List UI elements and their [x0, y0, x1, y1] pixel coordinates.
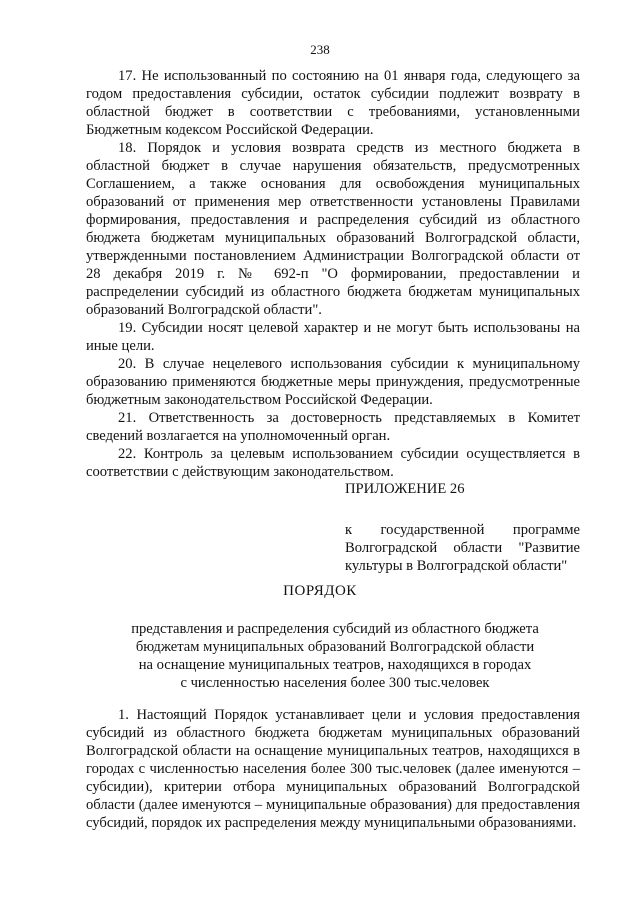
- appendix-reference: к государственной программе Волгоградской области "Развитие культуры в Волгоградской области": [345, 522, 580, 574]
- subtitle-line: представления и распределения субсидий из областного бюджета: [131, 621, 539, 637]
- subtitle-line: с численностью населения более 300 тыс.человек: [180, 675, 490, 691]
- document-title: ПОРЯДОК: [283, 583, 357, 599]
- paragraph-18: 18. Порядок и условия возврата средств из местного бюджета в областной бюджет в случае нарушения обязательств, предусмотренных Соглашением, а также основания для освобождения муниципальных образований от применения мер ответственности установлены Правилами формирования, предоставления и распределения субсидий из областного бюджета бюджетам муниципальных образований Волгоградской области, утвержденными постановлением Администрации Волгоградской области от 28 декабря 2019 г. № 692-п "О формировании, предоставлении и распределении субсидий из областного бюджета бюджетам муниципальных образований Волгоградской области".: [86, 140, 580, 318]
- appendix-title: ПРИЛОЖЕНИЕ 26: [345, 481, 465, 497]
- paragraph-19: 19. Субсидии носят целевой характер и не могут быть использованы на иные цели.: [86, 320, 580, 354]
- top-paragraphs: [86, 67, 580, 481]
- paragraph-22: 22. Контроль за целевым использованием субсидии осуществляется в соответствии с действующим законодательством.: [86, 446, 580, 480]
- page-number: 238: [310, 42, 330, 57]
- bottom-paragraphs: [86, 706, 580, 832]
- subtitle-line: бюджетам муниципальных образований Волгоградской области: [135, 639, 535, 655]
- paragraph-21: 21. Ответственность за достоверность представляемых в Комитет сведений возлагается на уполномоченный орган.: [86, 410, 580, 444]
- paragraph-17: 17. Не использованный по состоянию на 01 января года, следующего за годом предоставления субсидии, остаток субсидии подлежит возврату в областной бюджет в соответствии с требованиями, установленными Бюджетным кодексом Российской Федерации.: [86, 68, 580, 138]
- subtitle-line: на оснащение муниципальных театров, находящихся в городах: [138, 657, 532, 673]
- paragraph-1: 1. Настоящий Порядок устанавливает цели и условия предоставления субсидий из областного бюджета бюджетам муниципальных образований Волгоградской области на оснащение муниципальных театров, находящихся в городах с численностью населения более 300 тыс.человек (далее именуются – субсидии), критерии отбора муниципальных образований Волгоградской области (далее именуются – муниципальные образования) для предоставления субсидий, порядок их распределения между муниципальными образованиями.: [86, 707, 580, 831]
- document-subtitle: [100, 620, 570, 692]
- paragraph-20: 20. В случае нецелевого использования субсидии к муниципальному образованию применяются бюджетные меры принуждения, предусмотренные бюджетным законодательством Российской Федерации.: [86, 356, 580, 408]
